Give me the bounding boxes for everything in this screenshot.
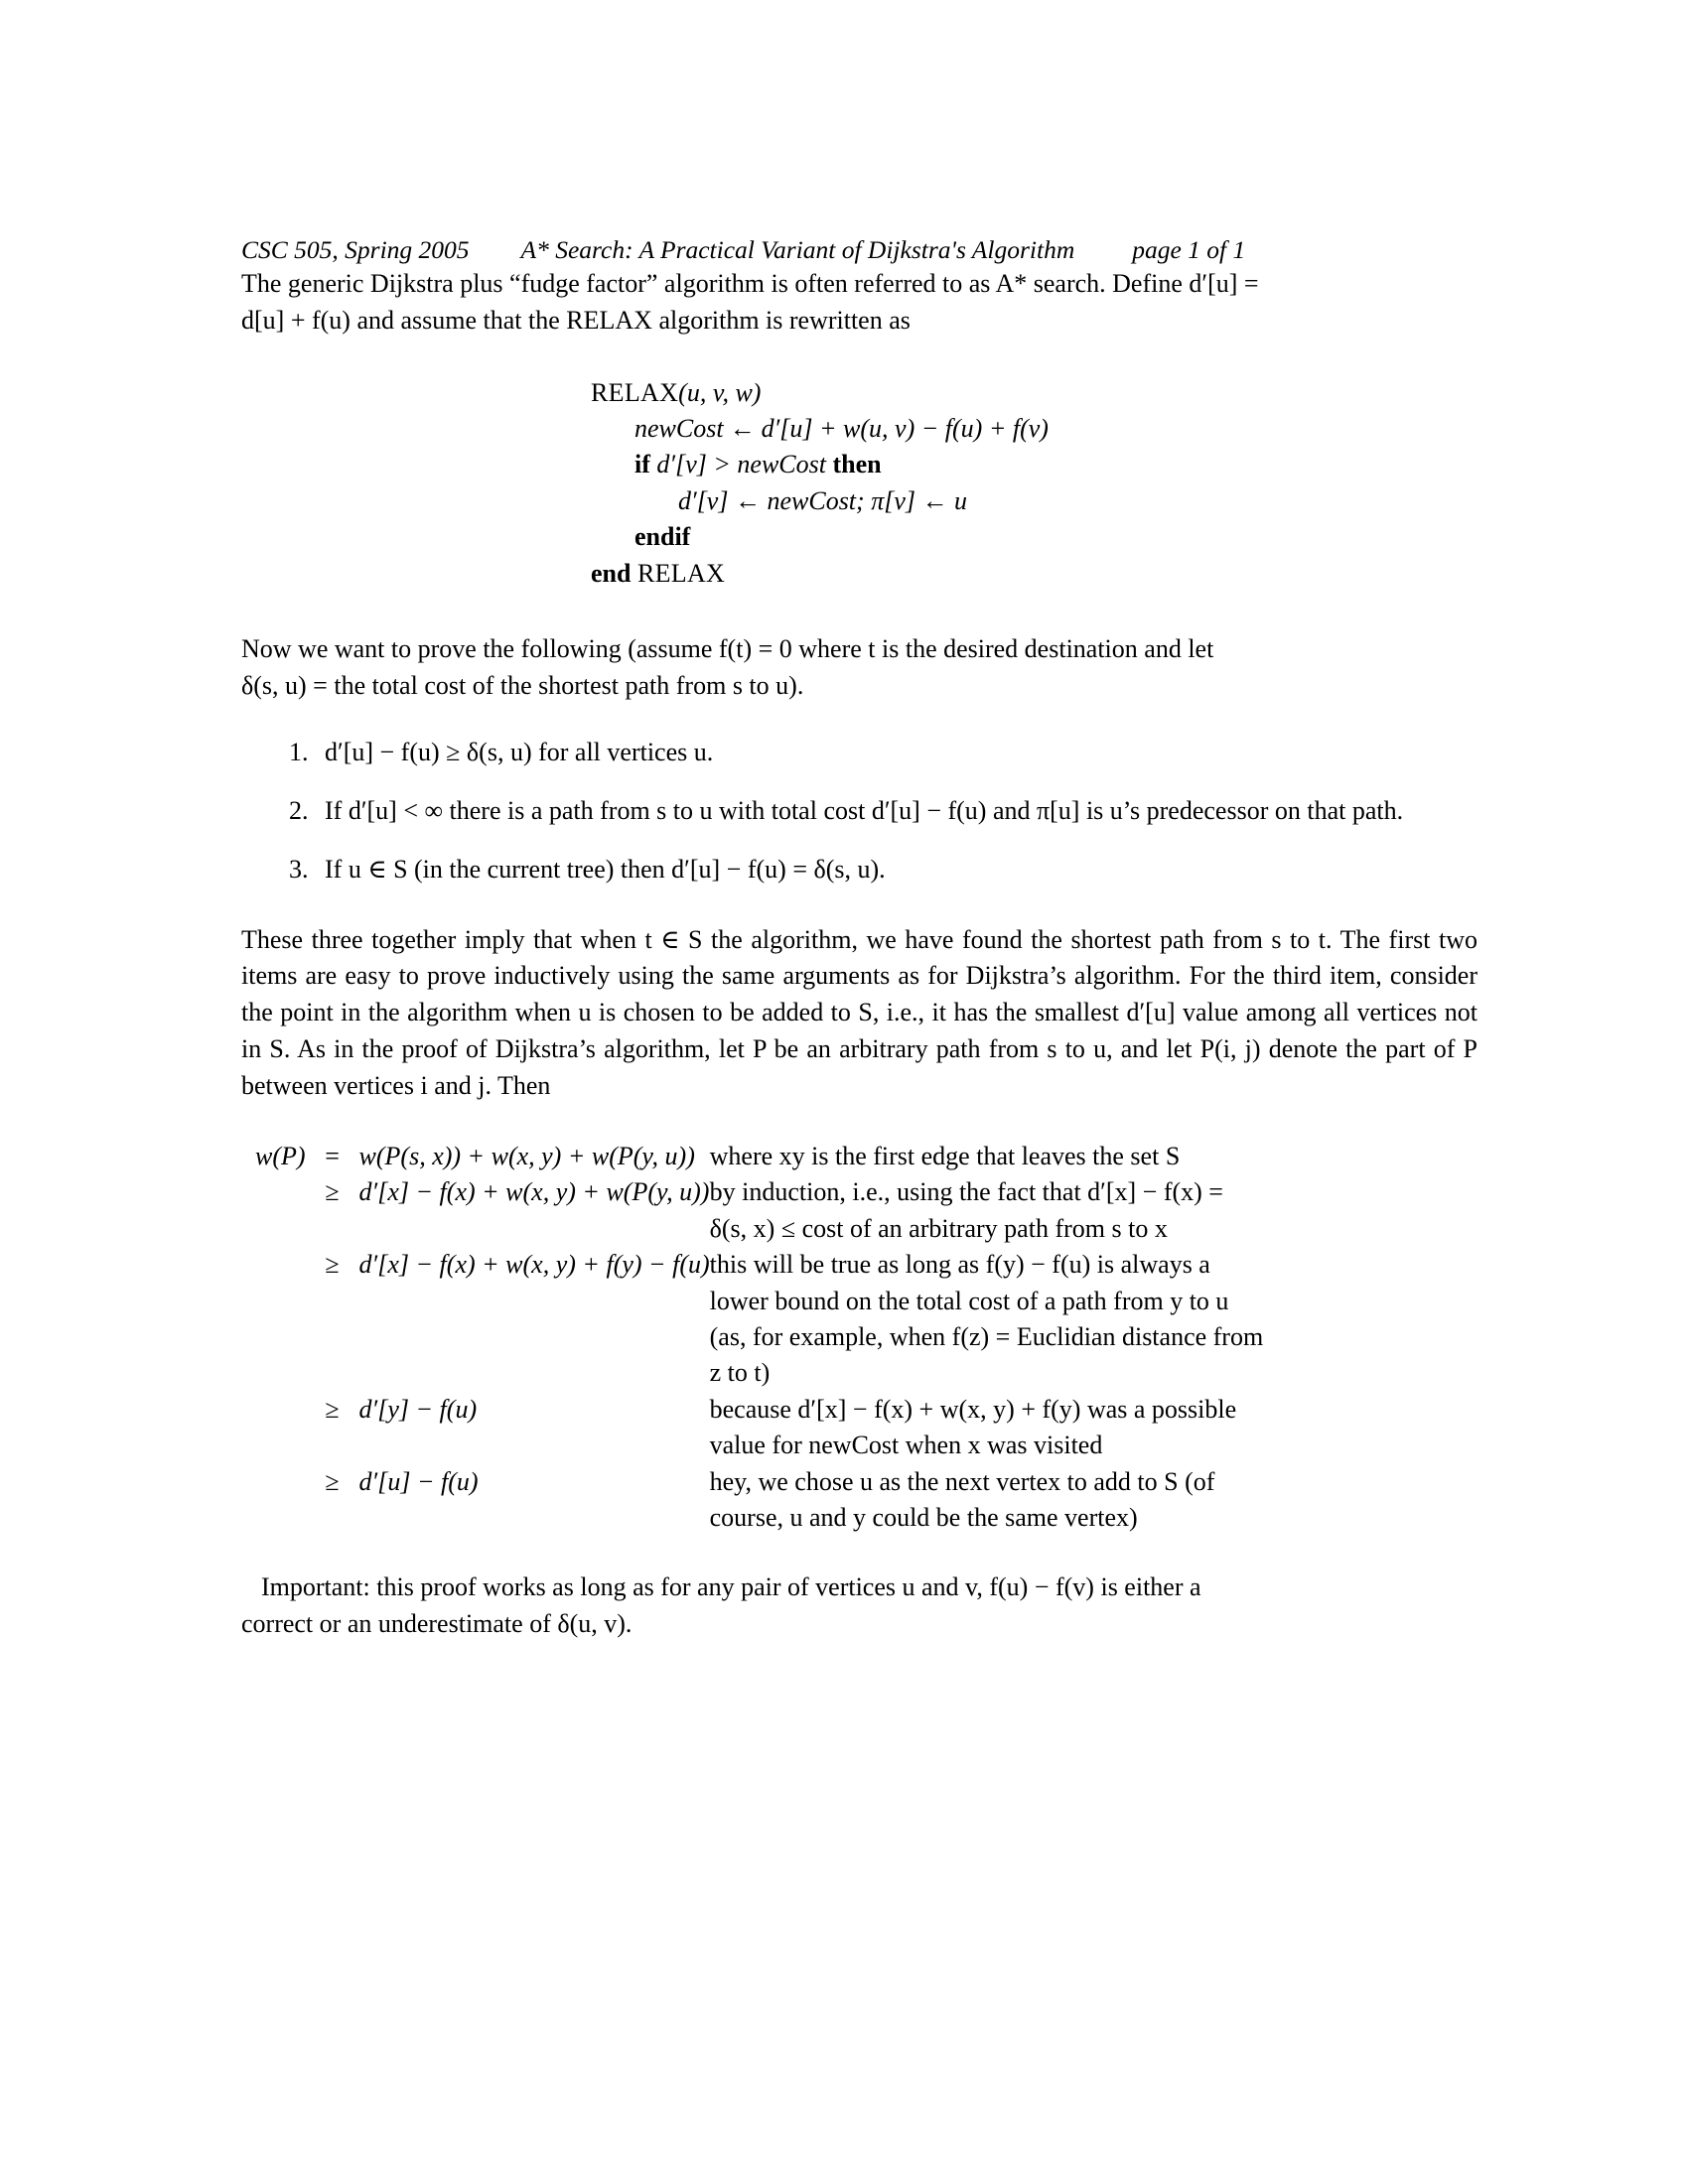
derivation-note: this will be true as long as f(y) − f(u) is always a lower bound on the total cost of a path from y to u (as, for example, when f(z) = Euclidian distance from z to t): [709, 1250, 1264, 1388]
header-title: A* Search: A Practical Variant of Dijkstra's Algorithm: [520, 235, 1075, 264]
then-keyword: then: [832, 450, 882, 479]
claims-list: [241, 735, 1477, 888]
derivation-expression-text: w(P(s, x)) + w(x, y) + w(P(y, u)): [358, 1142, 695, 1171]
table-row: [255, 1247, 1266, 1392]
derivation-table: [255, 1139, 1266, 1536]
pseudocode-line-signature: [591, 375, 1477, 411]
derivation-expression: [359, 1392, 710, 1464]
derivation-expression-text: d′[u] − f(u): [358, 1466, 479, 1496]
derivation-lhs-empty: [255, 1174, 306, 1247]
intro-paragraph: [241, 266, 1477, 340]
header-page-number: page 1 of 1: [1132, 235, 1246, 264]
list-item: 3. If u ∈ S (in the current tree) then d′[u] − f(u) = δ(s, u).: [315, 852, 1477, 888]
derivation-lhs: [255, 1139, 306, 1174]
derivation-expression: [359, 1139, 710, 1174]
relax-procedure-name: RELAX: [591, 377, 679, 407]
derivation-expression: [359, 1247, 710, 1392]
derivation-expression: [359, 1464, 710, 1537]
derivation-relation: ≥: [325, 1177, 340, 1207]
pseudocode-line-if: [591, 447, 1477, 482]
derivation-relation: ≥: [325, 1250, 340, 1280]
intro-line-1: The generic Dijkstra plus “fudge factor” algorithm is often referred to as A* search. Define d′[u] =: [241, 268, 1259, 298]
relax-arguments: (u, v, w): [678, 377, 762, 407]
derivation-note: where xy is the first edge that leaves the set S: [709, 1142, 1181, 1171]
intro-line-2: d[u] + f(u) and assume that the RELAX algorithm is rewritten as: [241, 305, 911, 335]
proof-body-paragraph: These three together imply that when t ∈ S the algorithm, we have found the shortest path from s to t. The first two items are easy to prove inductively using the same arguments as for Dijkstra’s algorithm. For the third item, consider the point in the algorithm when u is chosen to be added to S, i.e., it has the smallest d′[u] value among all vertices not in S. As in the proof of Dijkstra’s algorithm, let P be an arbitrary path from s to u, and let P(i, j) denote the part of P between vertices i and j. Then: [241, 924, 1477, 1101]
derivation-expression-text: d′[x] − f(x) + w(x, y) + f(y) − f(u): [358, 1250, 710, 1280]
important-line-2: correct or an underestimate of δ(u, v).: [241, 1609, 633, 1639]
newcost-variable: newCost: [634, 414, 724, 444]
derivation-relation: ≥: [325, 1394, 340, 1424]
table-row: [255, 1139, 1266, 1174]
table-row: [255, 1392, 1266, 1464]
newcost-expression: d′[u] + w(u, v) − f(u) + f(v): [761, 414, 1049, 444]
derivation-relation: ≥: [325, 1466, 340, 1496]
page-header: [241, 234, 1477, 266]
derivation-expression-text: d′[y] − f(u): [358, 1394, 478, 1424]
end-relax-name: RELAX: [636, 558, 726, 588]
assign-arrow-icon: ←: [729, 414, 756, 444]
prove-intro-line-1: Now we want to prove the following (assume f(t) = 0 where t is the desired destination and let: [241, 634, 1214, 664]
derivation-expression: [359, 1174, 710, 1247]
prove-intro-paragraph: [241, 631, 1477, 705]
page-content: [241, 234, 1477, 1643]
derivation-lhs-empty: [255, 1392, 306, 1464]
important-paragraph: [241, 1570, 1477, 1643]
derivation-relation: =: [325, 1142, 340, 1171]
prove-intro-line-2: δ(s, u) = the total cost of the shortest path from s to u).: [241, 670, 804, 700]
derivation-note: because d′[x] − f(x) + w(x, y) + f(y) was a possible value for newCost when x was visited: [709, 1394, 1237, 1460]
pseudocode-line-assign: [591, 411, 1477, 447]
derivation-lhs-empty: [255, 1464, 306, 1537]
pseudocode-line-body: [591, 483, 1477, 519]
table-row: [255, 1464, 1266, 1537]
important-line-1: Important: this proof works as long as for any pair of vertices u and v, f(u) − f(v) is either a: [261, 1572, 1201, 1602]
if-keyword: if: [634, 450, 650, 479]
list-item: 1. d′[u] − f(u) ≥ δ(s, u) for all vertices u.: [315, 735, 1477, 771]
derivation-lhs-empty: [255, 1247, 306, 1392]
derivation-expression-text: d′[x] − f(x) + w(x, y) + w(P(y, u)): [358, 1177, 710, 1207]
relax-pseudocode-block: [591, 375, 1477, 592]
if-body-statement: d′[v] ← newCost; π[v] ← u: [678, 485, 967, 515]
derivation-note: hey, we chose u as the next vertex to add to S (of course, u and y could be the same vertex): [709, 1466, 1215, 1532]
list-item: 2. If d′[u] < ∞ there is a path from s to u with total cost d′[u] − f(u) and π[u] is u’s predecessor on that path.: [315, 793, 1477, 830]
derivation-lhs-expression: w(P): [255, 1142, 306, 1171]
derivation-note: by induction, i.e., using the fact that d′[x] − f(x) = δ(s, x) ≤ cost of an arbitrary path from s to x: [709, 1177, 1223, 1243]
if-condition: d′[v] > newCost: [656, 450, 826, 479]
end-keyword: end: [591, 558, 632, 588]
pseudocode-line-endif: [591, 519, 1477, 555]
endif-keyword: endif: [634, 522, 691, 552]
pseudocode-line-end: [591, 556, 1477, 592]
table-row: [255, 1174, 1266, 1247]
header-course: CSC 505, Spring 2005: [241, 235, 470, 264]
